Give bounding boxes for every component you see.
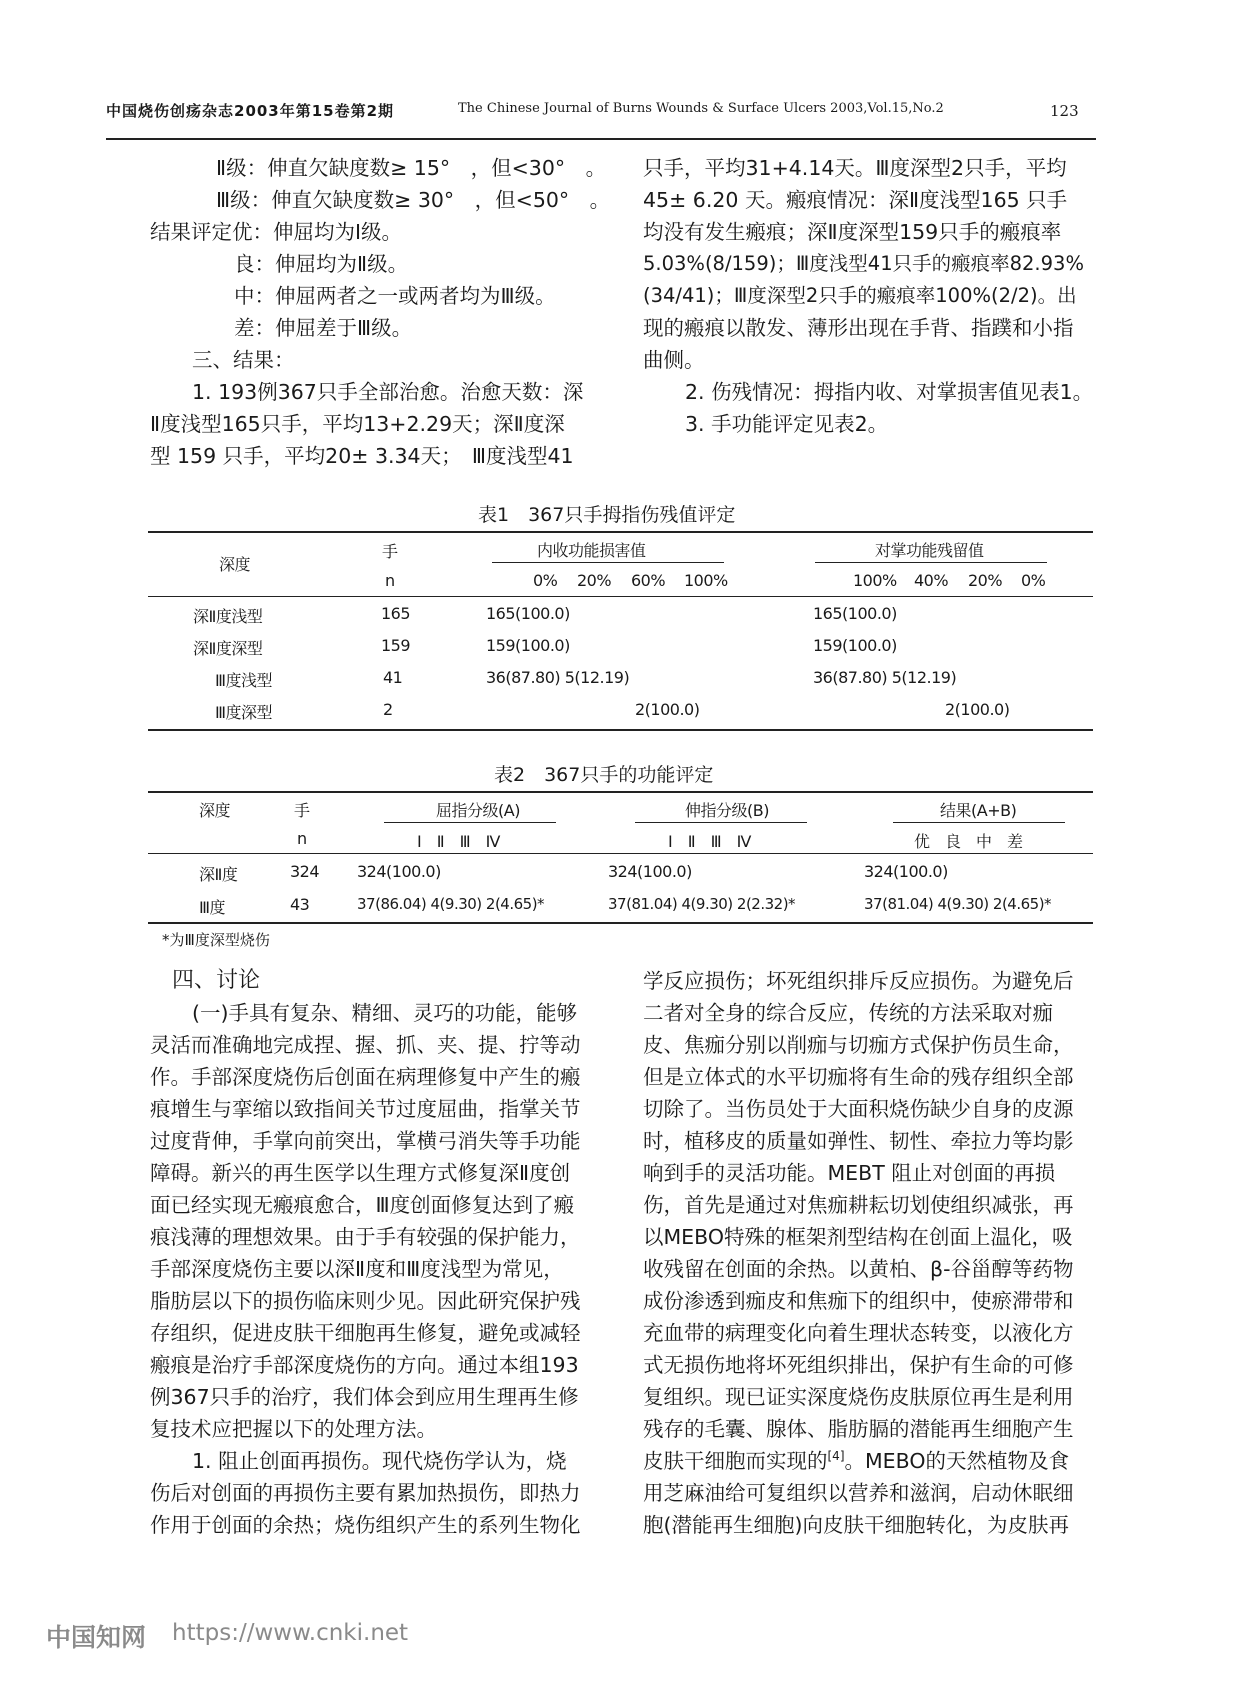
text-line: 以MEBO特殊的框架剂型结构在创面上温化，吸 [643, 1225, 1073, 1249]
table1-row-add: 2(100.0) [635, 700, 700, 719]
text-line: 型 159 只手，平均20± 3.34天； Ⅲ度浅型41 [150, 444, 574, 468]
text-line: 作。手部深度烧伤后创面在病理修复中产生的瘢 [150, 1065, 581, 1089]
table1-opposition-rule [815, 562, 1047, 563]
table1-row-n: 2 [383, 700, 393, 719]
table1-head-depth: 深度 [219, 555, 251, 574]
table2-row-ext: 324(100.0) [608, 862, 692, 881]
left-column-bottom [150, 965, 610, 1541]
text-line: 收残留在创面的余热。以黄柏、β-谷甾醇等药物 [643, 1257, 1074, 1281]
text-line: Ⅲ级：伸直欠缺度数≥ 30° ，但<50° 。 [216, 188, 611, 212]
text-line: 现的瘢痕以散发、薄形出现在手背、指蹼和小指 [643, 316, 1074, 340]
text-line: (34/41)；Ⅲ度深型2只手的瘢痕率100%(2/2)。出 [643, 284, 1077, 307]
table1-head-opposition: 对掌功能残留值 [875, 541, 984, 560]
table2-top-rule [148, 791, 1093, 793]
table1-opp-level: 100% [853, 571, 897, 590]
text-line: 1. 193例367只手全部治愈。治愈天数：深 [192, 380, 584, 404]
text-line: 皮、焦痂分别以削痂与切痂方式保护伤员生命， [643, 1033, 1074, 1057]
table2-flex-levels: Ⅰ Ⅱ Ⅲ Ⅳ [417, 832, 500, 851]
table1-head-n: n [385, 571, 395, 590]
text-line: 作用于创面的余热；烧伤组织产生的系列生物化 [150, 1513, 581, 1537]
journal-title-cn: 中国烧伤创疡杂志2003年第15卷第2期 [106, 102, 395, 120]
text-line: 残存的毛囊、腺体、脂肪膈的潜能再生细胞产生 [643, 1417, 1074, 1441]
text-line: 面已经实现无瘢痕愈合，Ⅲ度创面修复达到了瘢 [150, 1193, 575, 1217]
text-line: 用芝麻油给可复组织以营养和滋润，启动休眠细 [643, 1481, 1074, 1505]
table1-row-n: 159 [381, 636, 411, 655]
table2-row-depth: Ⅲ度 [199, 898, 226, 917]
table2-row-ext: 37(81.04) 4(9.30) 2(2.32)* [608, 895, 796, 913]
table2-result-levels: 优 良 中 差 [914, 832, 1023, 851]
table1-opp-level: 40% [914, 571, 949, 590]
journal-title-en: The Chinese Journal of Burns Wounds & Surface Ulcers 2003,Vol.15,No.2 [458, 101, 944, 116]
text-line: 复组织。现已证实深度烧伤皮肤原位再生是利用 [643, 1385, 1074, 1409]
table1-row-opp: 159(100.0) [813, 636, 897, 655]
header-rule [106, 138, 1096, 140]
text-line: 三、结果： [192, 348, 295, 372]
text-line: 复技术应把握以下的处理方法。 [150, 1417, 437, 1441]
text-line: 差：伸屈差于Ⅲ级。 [234, 316, 413, 340]
table2-caption: 表2 367只手的功能评定 [494, 764, 714, 786]
table1-add-level: 100% [684, 571, 728, 590]
table2-head-flex: 屈指分级(A) [436, 801, 520, 820]
text-line: 曲侧。 [643, 348, 705, 372]
text-line: 成份渗透到痂皮和焦痂下的组织中，使瘀滞带和 [643, 1289, 1074, 1313]
left-column-top [150, 152, 610, 472]
table2-row-result: 324(100.0) [864, 862, 948, 881]
table2-ext-levels: Ⅰ Ⅱ Ⅲ Ⅳ [668, 832, 751, 851]
table1-row-add: 36(87.80) 5(12.19) [486, 668, 630, 687]
table1-row-depth: Ⅲ度深型 [215, 703, 273, 722]
text-line [643, 1445, 1103, 1477]
cnki-logo-text: 中国知网 [46, 1623, 147, 1652]
text-line: 式无损伤地将坏死组织排出，保护有生命的可修 [643, 1353, 1074, 1377]
table1-add-level: 20% [577, 571, 612, 590]
cnki-url[interactable]: https://www.cnki.net [172, 1620, 409, 1646]
text-line: 过度背伸，手掌向前突出，掌横弓消失等手功能 [150, 1129, 581, 1153]
right-column-top [643, 152, 1103, 440]
table2-row-result: 37(81.04) 4(9.30) 2(4.65)* [864, 895, 1052, 913]
table1-opp-level: 0% [1021, 571, 1046, 590]
table1-head-adduction: 内收功能损害值 [537, 541, 646, 560]
text-line: 充血带的病理变化向着生理状态转变，以液化方 [643, 1321, 1074, 1345]
text-line: 时，植移皮的质量如弹性、韧性、牵拉力等均影 [643, 1129, 1074, 1153]
table1-row-n: 41 [383, 668, 403, 687]
table2-head-result: 结果(A+B) [940, 801, 1017, 820]
text-line: 存组织，促进皮肤干细胞再生修复，避免或减轻 [150, 1321, 581, 1345]
table2-row-n: 43 [290, 895, 310, 914]
table1-row-depth: Ⅲ度浅型 [215, 671, 273, 690]
table2-head-rule [148, 853, 1093, 854]
table2-bottom-rule [148, 922, 1093, 924]
table1-row-add: 165(100.0) [486, 604, 570, 623]
text-line: 1. 阻止创面再损伤。现代烧伤学认为，烧 [192, 1449, 567, 1473]
text-line: 伤后对创面的再损伤主要有累加热损伤，即热力 [150, 1481, 581, 1505]
table1-row-opp: 165(100.0) [813, 604, 897, 623]
text-line: 5.03%(8/159)；Ⅲ度浅型41只手的瘢痕率82.93% [643, 252, 1084, 275]
text-span: 。MEBO的天然植物及食 [844, 1449, 1069, 1473]
table1-adduction-rule [492, 562, 724, 563]
page-number: 123 [1050, 102, 1079, 120]
section-heading: 四、讨论 [172, 968, 261, 993]
text-line: 瘢痕是治疗手部深度烧伤的方向。通过本组193 [150, 1353, 579, 1377]
table1-row-opp: 2(100.0) [945, 700, 1010, 719]
text-line: 3. 手功能评定见表2。 [685, 412, 889, 436]
table1-row-depth: 深Ⅱ度深型 [193, 639, 263, 658]
text-line: Ⅱ级：伸直欠缺度数≥ 15° ，但<30° 。 [216, 156, 607, 180]
text-line: 痕浅薄的理想效果。由于手有较强的保护能力， [150, 1225, 581, 1249]
table1-opp-level: 20% [968, 571, 1003, 590]
text-line: 2. 伤残情况：拇指内收、对掌损害值见表1。 [685, 380, 1094, 404]
citation-ref[interactable]: [4] [827, 1449, 845, 1464]
table2-result-rule [893, 822, 1065, 823]
text-line: 胞(潜能再生细胞)向皮肤干细胞转化，为皮肤再 [643, 1513, 1069, 1537]
text-line: 脂肪层以下的损伤临床则少见。因此研究保护残 [150, 1289, 581, 1313]
table1-add-level: 0% [533, 571, 558, 590]
table2-head-hand: 手 [294, 801, 310, 820]
table2-row-flex: 37(86.04) 4(9.30) 2(4.65)* [357, 895, 545, 913]
text-line: 灵活而准确地完成捏、握、抓、夹、提、拧等动 [150, 1033, 581, 1057]
text-line: 手部深度烧伤主要以深Ⅱ度和Ⅲ度浅型为常见， [150, 1257, 564, 1281]
text-line: 学反应损伤；坏死组织排斥反应损伤。为避免后 [643, 969, 1074, 993]
text-line: 结果评定优：伸屈均为Ⅰ级。 [150, 220, 403, 244]
table2-row-depth: 深Ⅱ度 [199, 865, 238, 884]
text-line: 中：伸屈两者之一或两者均为Ⅲ级。 [234, 284, 556, 308]
table2-ext-rule [635, 822, 807, 823]
text-line: 良：伸屈均为Ⅱ级。 [234, 252, 409, 276]
text-line: 例367只手的治疗，我们体会到应用生理再生修 [150, 1385, 579, 1409]
text-line: (一)手具有复杂、精细、灵巧的功能，能够 [192, 1001, 577, 1025]
text-line: 二者对全身的综合反应，传统的方法采取对痂 [643, 1001, 1053, 1025]
text-line: Ⅱ度浅型165只手，平均13+2.29天；深Ⅱ度深 [150, 412, 565, 436]
text-line: 只手，平均31+4.14天。Ⅲ度深型2只手，平均 [643, 156, 1067, 180]
table2-row-n: 324 [290, 862, 320, 881]
table2-flex-rule [384, 822, 556, 823]
table1-head-rule [148, 596, 1093, 597]
text-line: 响到手的灵活功能。MEBT 阻止对创面的再损 [643, 1161, 1056, 1185]
table2-head-ext: 伸指分级(B) [685, 801, 769, 820]
text-line: 障碍。新兴的再生医学以生理方式修复深Ⅱ度创 [150, 1161, 571, 1185]
text-span: 皮肤干细胞而实现的 [643, 1449, 828, 1473]
table1-bottom-rule [148, 729, 1093, 731]
text-line: 伤，首先是通过对焦痂耕耘切划使组织减张，再 [643, 1193, 1074, 1217]
table1-caption: 表1 367只手拇指伤残值评定 [478, 504, 736, 526]
table2-head-n: n [297, 829, 307, 848]
table2-footnote: *为Ⅲ度深型烧伤 [162, 931, 270, 949]
table1-head-hand: 手 [382, 542, 398, 561]
table2-row-flex: 324(100.0) [357, 862, 441, 881]
right-column-bottom [643, 965, 1103, 1541]
table1-row-depth: 深Ⅱ度浅型 [193, 607, 263, 626]
table1-row-add: 159(100.0) [486, 636, 570, 655]
table1-add-level: 60% [631, 571, 666, 590]
table2-head-depth: 深度 [199, 801, 231, 820]
text-line: 45± 6.20 天。瘢痕情况：深Ⅱ度浅型165 只手 [643, 188, 1068, 212]
text-line: 切除了。当伤员处于大面积烧伤缺少自身的皮源 [643, 1097, 1074, 1121]
text-line: 均没有发生瘢痕；深Ⅱ度深型159只手的瘢痕率 [643, 220, 1062, 244]
table1-row-n: 165 [381, 604, 411, 623]
text-line: 但是立体式的水平切痂将有生命的残存组织全部 [643, 1065, 1074, 1089]
table1-top-rule [148, 531, 1093, 533]
text-line: 痕增生与挛缩以致指间关节过度屈曲，指掌关节 [150, 1097, 581, 1121]
table1-row-opp: 36(87.80) 5(12.19) [813, 668, 957, 687]
